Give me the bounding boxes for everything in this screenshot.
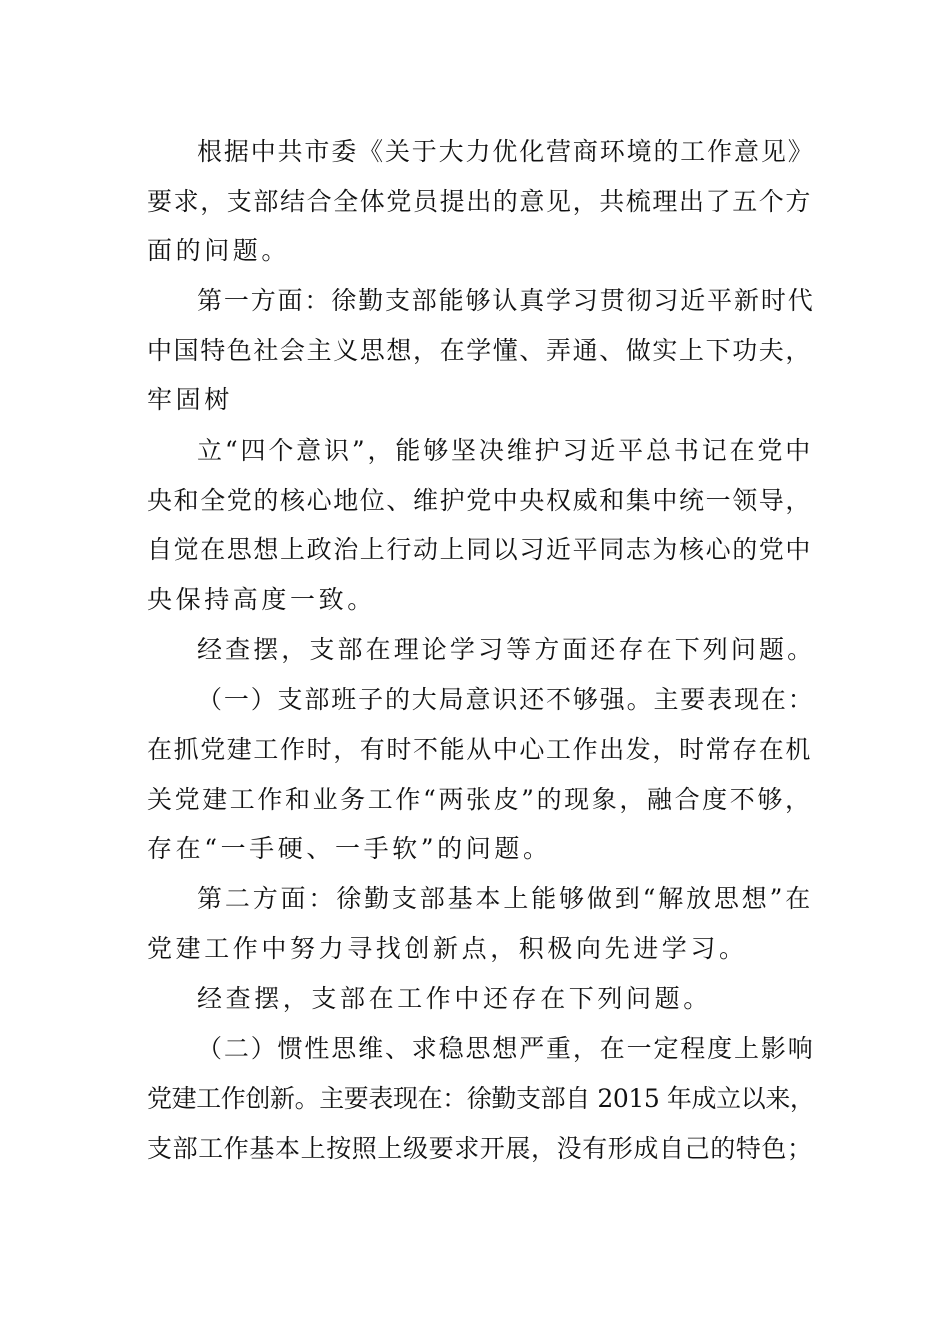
body-text-line: 在抓党建工作时，有时不能从中心工作出发，时常存在机 <box>147 735 813 764</box>
body-text-line: 要求，支部结合全体党员提出的意见，共梳理出了五个方 <box>147 187 813 216</box>
body-text-line: 党建工作中努力寻找创新点，积极向先进学习。 <box>147 934 748 963</box>
body-text-line: 经查摆，支部在理论学习等方面还存在下列问题。 <box>197 635 816 664</box>
body-text-line: 关党建工作和业务工作“两张皮”的现象，融合度不够， <box>147 785 813 814</box>
body-text-line: 自觉在思想上政治上行动上同以习近平同志为核心的党中 <box>147 535 813 564</box>
body-text-line: 党建工作创新。主要表现在：徐勤支部自 2015 年成立以来， <box>147 1084 815 1113</box>
body-text-line: 支部工作基本上按照上级要求开展，没有形成自己的特色； <box>147 1134 813 1163</box>
body-text-line: 央和全党的核心地位、维护党中央权威和集中统一领导， <box>147 486 813 515</box>
body-text-line: 根据中共市委《关于大力优化营商环境的工作意见》 <box>197 137 815 166</box>
body-text-line: 牢固树 <box>147 385 233 414</box>
body-text-line: 面的问题。 <box>147 236 291 265</box>
body-text-line: 央保持高度一致。 <box>147 585 376 614</box>
body-text-line: （一）支部班子的大局意识还不够强。主要表现在： <box>197 685 815 714</box>
body-text-line: （二）惯性思维、求稳思想严重，在一定程度上影响 <box>197 1034 815 1063</box>
body-text-line: 第一方面：徐勤支部能够认真学习贯彻习近平新时代 <box>197 286 815 315</box>
body-text-line: 立“四个意识”，能够坚决维护习近平总书记在党中 <box>197 436 814 465</box>
body-text-line: 经查摆，支部在工作中还存在下列问题。 <box>197 984 712 1013</box>
body-text-line: 第二方面：徐勤支部基本上能够做到“解放思想”在 <box>197 884 814 913</box>
body-text-line: 存在“一手硬、一手软”的问题。 <box>147 834 552 863</box>
body-text-line: 中国特色社会主义思想，在学懂、弄通、做实上下功夫， <box>147 336 813 365</box>
